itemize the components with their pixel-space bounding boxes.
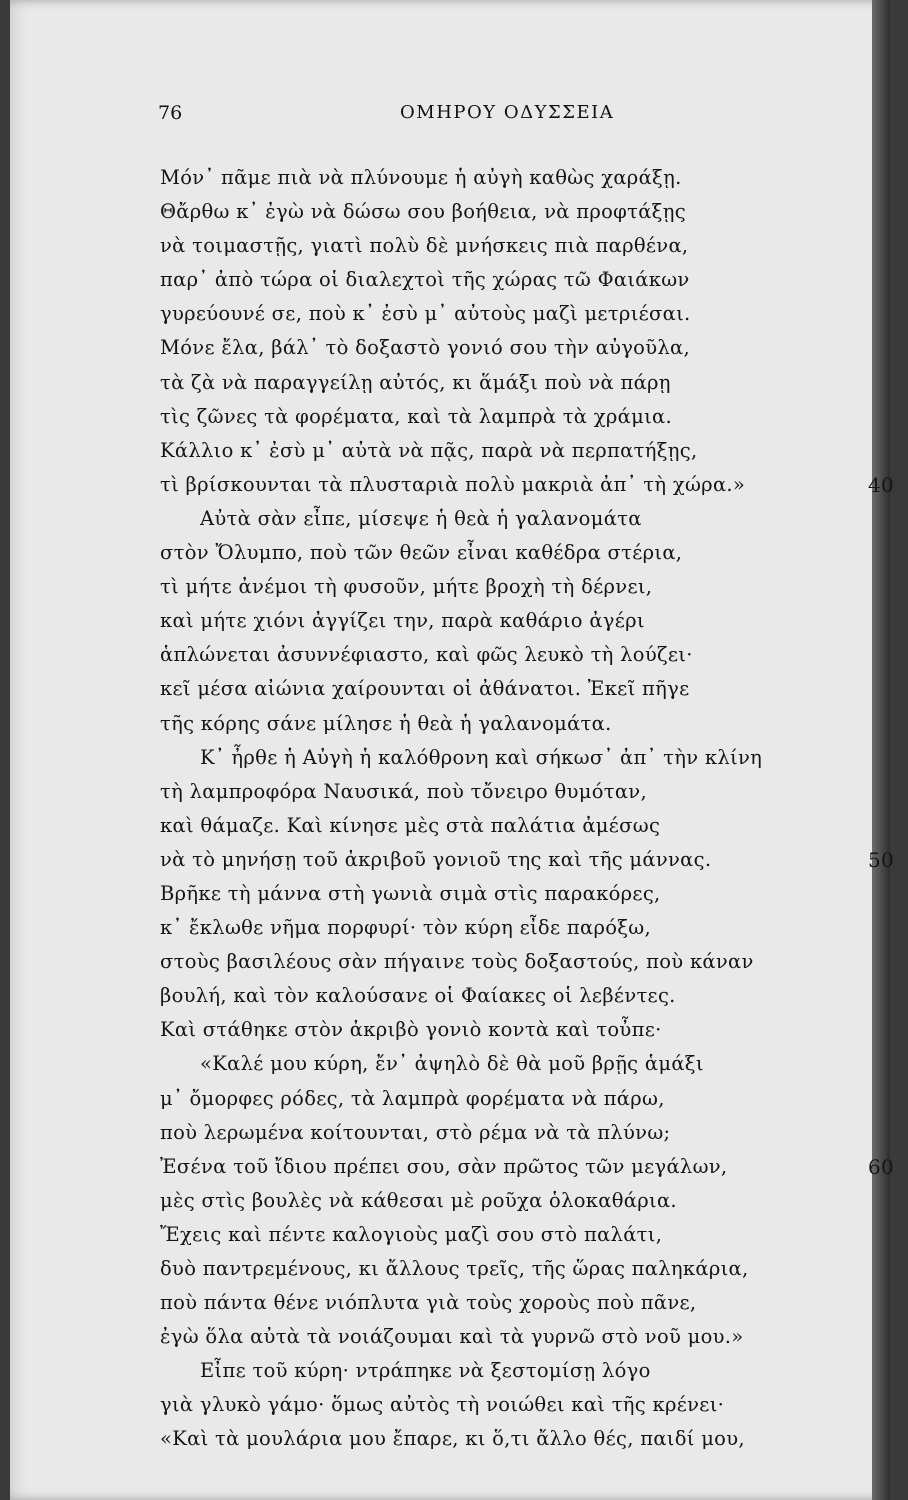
verse-text: γιὰ γλυκὸ γάμο· ὅμως αὐτὸς τὴ νοιώθει καὶ τῆς κρένει· xyxy=(160,1393,725,1417)
verse-line xyxy=(160,1354,870,1388)
verse-line xyxy=(160,707,870,741)
verse-line xyxy=(160,331,870,365)
verse-text-block xyxy=(160,161,895,1457)
verse-text: Μόνε ἔλα, βάλ᾽ τὸ δοξαστὸ γονιό σου τὴν αὐγοῦλα, xyxy=(160,336,691,360)
verse-text: τὶς ζῶνες τὰ φορέματα, καὶ τὰ λαμπρὰ τὰ χράμια. xyxy=(160,404,672,428)
verse-line xyxy=(160,1013,870,1047)
verse-text: ἁπλώνεται ἀσυννέφιαστο, καὶ φῶς λευκὸ τὴ λούζει· xyxy=(160,643,693,667)
verse-text: στοὺς βασιλέους σὰν πήγαινε τοὺς δοξαστούς, ποὺ κάναν xyxy=(160,950,754,974)
verse-text: παρ᾽ ἀπὸ τώρα οἱ διαλεχτοὶ τῆς χώρας τῶ Φαιάκων xyxy=(160,268,690,292)
verse-line xyxy=(160,979,870,1013)
book-page xyxy=(10,0,895,1500)
verse-line xyxy=(160,741,870,775)
verse-text: Θἄρθω κ᾽ ἐγὼ νὰ δώσω σου βοήθεια, νὰ προφτάξῃς xyxy=(160,200,686,224)
running-title: ΟΜΗΡΟΥ ΟΔΥΣΣΕΙΑ xyxy=(400,102,615,123)
verse-text: Κ᾽ ἦρθε ἡ Αὐγὴ ἡ καλόθρονη καὶ σήκωσ᾽ ἀπ᾽ τὴν κλίνη xyxy=(200,745,763,769)
page-edge-shadow xyxy=(872,0,890,1500)
verse-line xyxy=(160,502,870,536)
verse-text: δυὸ παντρεμένους, κι ἄλλους τρεῖς, τῆς ὥρας παληκάρια, xyxy=(160,1257,749,1280)
verse-line xyxy=(160,1218,870,1252)
verse-text: στὸν Ὄλυμπο, ποὺ τῶν θεῶν εἶναι καθέδρα στέρια, xyxy=(160,541,683,565)
page-number: 76 xyxy=(158,102,183,124)
verse-text: τῆς κόρης σάνε μίλησε ἡ θεὰ ἡ γαλανομάτα. xyxy=(160,711,612,735)
verse-text: τὴ λαμπροφόρα Ναυσικά, ποὺ τὄνειρο θυμόταν, xyxy=(160,779,647,803)
verse-line xyxy=(160,775,870,809)
verse-text: κ᾽ ἔκλωθε νῆμα πορφυρί· τὸν κύρη εἶδε παρόξω, xyxy=(160,916,651,940)
page-header xyxy=(10,98,890,134)
verse-line xyxy=(160,263,870,297)
verse-line xyxy=(160,911,870,945)
verse-text: Βρῆκε τὴ μάννα στὴ γωνιὰ σιμὰ στὶς παρακόρες, xyxy=(160,881,661,905)
verse-line xyxy=(160,195,870,229)
verse-line xyxy=(160,434,870,468)
verse-line xyxy=(160,536,870,570)
verse-line xyxy=(160,877,870,911)
line-number: 50 xyxy=(868,847,895,872)
verse-line xyxy=(160,1150,895,1184)
verse-text: τὰ ζὰ νὰ παραγγείλῃ αὐτός, κι ἅμάξι ποὺ νὰ πάρῃ xyxy=(160,370,671,394)
verse-line xyxy=(160,672,870,706)
line-number: 40 xyxy=(868,472,895,497)
verse-line xyxy=(160,809,870,843)
line-number: 60 xyxy=(868,1154,895,1179)
verse-line xyxy=(160,161,870,195)
verse-line xyxy=(160,1116,870,1150)
verse-text: ποὺ πάντα θένε νιόπλυτα γιὰ τοὺς χοροὺς ποὺ πᾶνε, xyxy=(160,1291,697,1315)
verse-line xyxy=(160,1422,870,1456)
verse-text: Κάλλιο κ᾽ ἐσὺ μ᾽ αὐτὰ νὰ πᾷς, παρὰ νὰ περπατήξῃς, xyxy=(160,438,698,462)
verse-text: Εἶπε τοῦ κύρη· ντράπηκε νὰ ξεστομίσῃ λόγο xyxy=(200,1359,651,1383)
verse-line xyxy=(160,638,870,672)
verse-line xyxy=(160,945,870,979)
verse-line xyxy=(160,366,870,400)
verse-text: τὶ μήτε ἀνέμοι τὴ φυσοῦν, μήτε βροχὴ τὴ δέρνει, xyxy=(160,575,653,599)
verse-text: «Καὶ τὰ μουλάρια μου ἔπαρε, κι ὅ,τι ἄλλο θές, παιδί μου, xyxy=(160,1427,745,1451)
verse-line xyxy=(160,1388,870,1422)
verse-text: ποὺ λερωμένα κοίτουνται, στὸ ρέμα νὰ τὰ πλύνω; xyxy=(160,1120,671,1144)
verse-text: καὶ μήτε χιόνι ἀγγίζει την, παρὰ καθάριο ἀγέρι xyxy=(160,609,645,633)
verse-text: Ἔχεις καὶ πέντε καλογιοὺς μαζὶ σου στὸ παλάτι, xyxy=(160,1222,663,1246)
verse-text: νὰ τὸ μηνήσῃ τοῦ ἀκριβοῦ γονιοῦ της καὶ τῆς μάννας. xyxy=(160,847,712,871)
verse-line xyxy=(160,229,870,263)
verse-line xyxy=(160,1047,870,1081)
verse-text: νὰ τοιμαστῇς, γιατὶ πολὺ δὲ μνήσκεις πιὰ παρθένα, xyxy=(160,234,689,258)
verse-text: γυρεύουνέ σε, ποὺ κ᾽ ἐσὺ μ᾽ αὐτοὺς μαζὶ μετριέσαι. xyxy=(160,302,691,326)
verse-line xyxy=(160,570,870,604)
verse-text: Καὶ στάθηκε στὸν ἀκριβὸ γονιὸ κοντὰ καὶ τοὖπε· xyxy=(160,1018,662,1042)
verse-line xyxy=(160,468,895,502)
verse-text: τὶ βρίσκουνται τὰ πλυσταριὰ πολὺ μακριὰ ἀπ᾽ τὴ χώρα.» xyxy=(160,472,746,496)
verse-line xyxy=(160,1184,870,1218)
verse-line xyxy=(160,1082,870,1116)
verse-text: μὲς στὶς βουλὲς νὰ κάθεσαι μὲ ροῦχα ὁλοκαθάρια. xyxy=(160,1188,677,1212)
verse-line xyxy=(160,843,895,877)
verse-line xyxy=(160,400,870,434)
verse-text: Αὐτὰ σὰν εἶπε, μίσεψε ἡ θεὰ ἡ γαλανομάτα xyxy=(200,506,642,530)
verse-text: καὶ θάμαζε. Καὶ κίνησε μὲς στὰ παλάτια ἀμέσως xyxy=(160,813,661,837)
verse-text: Ἐσένα τοῦ ἴδιου πρέπει σου, σὰν πρῶτος τῶν μεγάλων, xyxy=(160,1154,728,1178)
verse-text: Μόν᾽ πᾶμε πιὰ νὰ πλύνουμε ἡ αὐγὴ καθὼς χαράξῃ. xyxy=(160,166,682,189)
verse-line xyxy=(160,297,870,331)
verse-line xyxy=(160,1252,870,1286)
verse-line xyxy=(160,1320,870,1354)
verse-text: «Καλέ μου κύρη, ἔν᾽ ἀψηλὸ δὲ θὰ μοῦ βρῇς ἁμάξι xyxy=(200,1052,704,1076)
verse-text: βουλή, καὶ τὸν καλούσανε οἱ Φαίακες οἱ λεβέντες. xyxy=(160,984,676,1008)
verse-text: μ᾽ ὄμορφες ρόδες, τὰ λαμπρὰ φορέματα νὰ πάρω, xyxy=(160,1086,665,1110)
verse-text: κεῖ μέσα αἰώνια χαίρουνται οἱ ἀθάνατοι. Ἐκεῖ πῆγε xyxy=(160,677,690,701)
verse-line xyxy=(160,1286,870,1320)
verse-line xyxy=(160,604,870,638)
verse-text: ἐγὼ ὅλα αὐτὰ τὰ νοιάζουμαι καὶ τὰ γυρνῶ στὸ νοῦ μου.» xyxy=(160,1325,744,1349)
